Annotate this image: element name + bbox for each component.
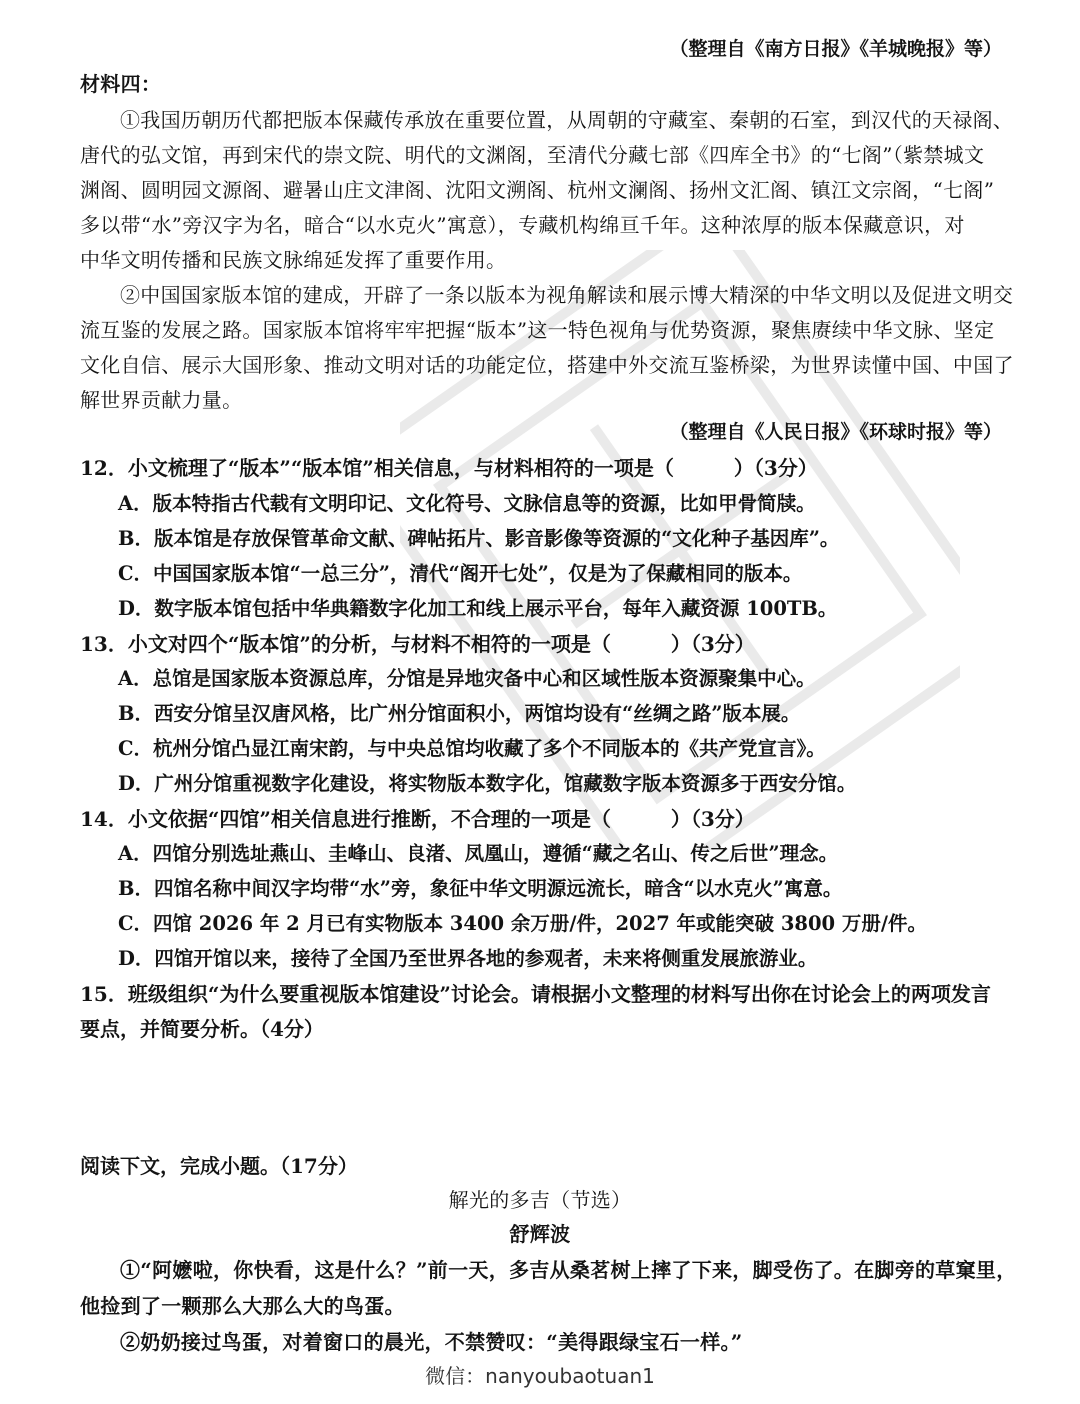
question-14-option-a: A．四馆分别选址燕山、圭峰山、良渚、凤凰山，遵循“藏之名山、传之后世”理念。	[118, 842, 839, 865]
material-four-p1-line-4: 多以带“水”旁汉字为名，暗合“以水克火”寓意），专藏机构绵亘千年。这种浓厚的版本保藏意识，对	[80, 213, 965, 237]
question-13-option-c: C．杭州分馆凸显江南宋韵，与中央总馆均收藏了多个不同版本的《共产党宣言》。	[118, 737, 826, 760]
reading-title: 解光的多吉（节选）	[448, 1188, 632, 1212]
question-12-option-a: A．版本特指古代载有文明印记、文化符号、文脉信息等的资源，比如甲骨简牍。	[118, 492, 816, 515]
question-15-stem-line-1: 15．班级组织“为什么要重视版本馆建设”讨论会。请根据小文整理的材料写出你在讨论会上的两项发言	[80, 982, 991, 1006]
material-four-p1-line-2: 唐代的弘文馆，再到宋代的崇文院、明代的文渊阁，至清代分藏七部《四库全书》的“七阁”（紫禁城文	[80, 143, 985, 167]
question-13-stem: 13．小文对四个“版本馆”的分析，与材料不相符的一项是（ ）（3分）	[80, 632, 755, 656]
question-14-stem: 14．小文依据“四馆”相关信息进行推断，不合理的一项是（ ）（3分）	[80, 807, 755, 831]
source-note-1: （整理自《南方日报》《羊城晚报》等）	[669, 38, 1002, 60]
question-12-option-b: B．版本馆是存放保管革命文献、碑帖拓片、影音影像等资源的“文化种子基因库”。	[118, 527, 840, 550]
question-14-option-c: C．四馆 2026 年 2 月已有实物版本 3400 余万册/件，2027 年或能突破 3800 万册/件。	[118, 912, 928, 935]
material-four-p2-line-2: 流互鉴的发展之路。国家版本馆将牢牢把握“版本”这一特色视角与优势资源，聚焦赓续中华文脉、坚定	[80, 318, 995, 342]
question-12-stem: 12．小文梳理了“版本”“版本馆”相关信息，与材料相符的一项是（ ）（3分）	[80, 456, 818, 480]
question-14-option-b: B．四馆名称中间汉字均带“水”旁，象征中华文明源远流长，暗含“以水克火”寓意。	[118, 877, 843, 900]
question-15-stem-line-2: 要点，并简要分析。（4分）	[80, 1017, 324, 1041]
wechat-footer: 微信：nanyoubaotuan1	[425, 1364, 655, 1388]
material-four-p1-line-5: 中华文明传播和民族文脉绵延发挥了重要作用。	[80, 248, 507, 272]
material-four-p2-line-4: 解世界贡献力量。	[80, 388, 243, 412]
reading-p2: ②奶奶接过鸟蛋，对着窗口的晨光，不禁赞叹：“美得跟绿宝石一样。”	[120, 1330, 743, 1354]
question-13-option-b: B．西安分馆呈汉唐风格，比广州分馆面积小，两馆均设有“丝绸之路”版本展。	[118, 702, 801, 725]
question-14-option-d: D．四馆开馆以来，接待了全国乃至世界各地的参观者，未来将侧重发展旅游业。	[118, 947, 818, 970]
source-note-2: （整理自《人民日报》《环球时报》等）	[669, 421, 1002, 443]
reading-p1-line-1: ①“阿嬷啦，你快看，这是什么？”前一天，多吉从桑茗树上摔了下来，脚受伤了。在脚旁的草窠里，	[120, 1258, 1017, 1282]
question-12-option-d: D．数字版本馆包括中华典籍数字化加工和线上展示平台，每年入藏资源 100TB。	[118, 597, 838, 620]
material-four-heading: 材料四：	[80, 72, 162, 96]
question-12-option-c: C．中国国家版本馆“一总三分”，清代“阁开七处”，仅是为了保藏相同的版本。	[118, 562, 803, 585]
reading-p1-line-2: 他捡到了一颗那么大那么大的鸟蛋。	[80, 1294, 405, 1318]
material-four-p2-line-3: 文化自信、展示大国形象、推动文明对话的功能定位，搭建中外交流互鉴桥梁，为世界读懂中国、中国了	[80, 353, 1014, 377]
question-13-option-d: D．广州分馆重视数字化建设，将实物版本数字化，馆藏数字版本资源多于西安分馆。	[118, 772, 857, 795]
reading-author: 舒辉波	[509, 1222, 571, 1246]
material-four-p2-line-1: ②中国国家版本馆的建成，开辟了一条以版本为视角解读和展示博大精深的中华文明以及促进文明交	[120, 283, 1014, 307]
material-four-p1-line-1: ①我国历朝历代都把版本保藏传承放在重要位置，从周朝的守藏室、秦朝的石室，到汉代的天禄阁、	[120, 108, 1014, 132]
material-four-p1-line-3: 渊阁、圆明园文源阁、避暑山庄文津阁、沈阳文溯阁、杭州文澜阁、扬州文汇阁、镇江文宗阁，“七阁”	[80, 178, 995, 202]
question-13-option-a: A．总馆是国家版本资源总库，分馆是异地灾备中心和区域性版本资源聚集中心。	[118, 667, 816, 690]
reading-instruction: 阅读下文，完成小题。（17分）	[80, 1154, 358, 1178]
